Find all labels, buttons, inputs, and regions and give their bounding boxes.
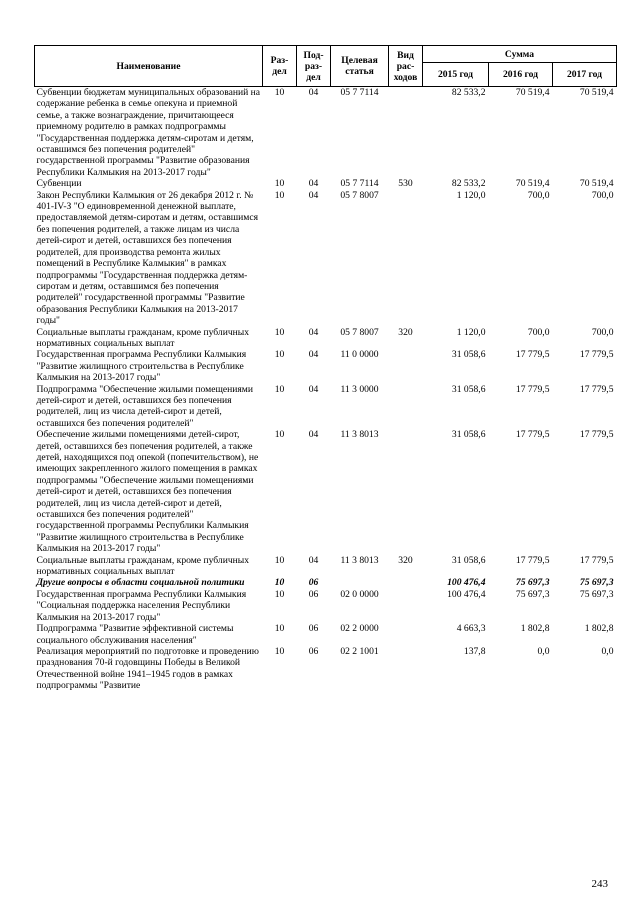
row-vid-rashodov (389, 429, 423, 554)
row-sum-2015: 1 120,0 (456, 189, 486, 201)
row-vid-rashodov (389, 87, 423, 179)
row-name: Субвенции бюджетам муниципальных образований на содержание ребенка в семье опекуна и приемной семье, а также вознаграждение, причитающееся приемному родителю в рамках подпрограммы "Государственная поддержка детям-сиротам и детям, оставшимся без попечения родителей" государственной программы "Развитие образования Республики Калмыкия на 2013-2017 годы" (36, 87, 261, 178)
row-name: Государственная программа Республики Калмыкия "Социальная поддержка населения Республики Калмыкия на 2013-2017 годы" (36, 588, 247, 623)
row-sum-2015: 4 663,3 (456, 623, 486, 635)
header-celevaya-statya: Целевая статья (331, 46, 389, 87)
row-sum-2015: 31 058,6 (451, 383, 486, 395)
row-celevaya-statya: 05 7 8007 (340, 189, 379, 201)
row-celevaya-statya: 11 0 0000 (340, 349, 379, 361)
table-row (35, 87, 617, 179)
row-podrazdel: 06 (308, 588, 319, 600)
row-sum-2017: 75 697,3 (579, 577, 614, 589)
row-vid-rashodov (389, 190, 423, 327)
row-celevaya-statya: 05 7 8007 (340, 326, 379, 338)
row-razdel: 10 (274, 645, 285, 657)
row-podrazdel: 04 (308, 429, 319, 441)
row-sum-2015: 31 058,6 (451, 554, 486, 566)
row-name: Подпрограмма "Обеспечение жилыми помещениями детей-сирот и детей, оставшихся без попечения родителей, лиц из числа детей-сирот и детей, оставшихся без попечения родителей" (36, 383, 254, 429)
row-podrazdel: 04 (308, 178, 319, 190)
row-name: Другие вопросы в области социальной политики (36, 577, 245, 589)
table-row (35, 384, 617, 430)
row-podrazdel: 06 (308, 645, 319, 657)
row-razdel: 10 (274, 326, 285, 338)
row-celevaya-statya: 02 0 0000 (340, 588, 379, 600)
row-sum-2016: 75 697,3 (515, 577, 550, 589)
header-vid-rashodov: Вид рас-ходов (389, 46, 423, 87)
row-podrazdel: 06 (308, 577, 319, 589)
row-sum-2015: 137,8 (463, 645, 486, 657)
row-razdel: 10 (274, 623, 285, 635)
row-sum-2015: 31 058,6 (451, 429, 486, 441)
budget-table (34, 45, 617, 692)
table-row (35, 577, 617, 588)
row-sum-2016: 70 519,4 (515, 87, 550, 98)
row-razdel: 10 (274, 588, 285, 600)
row-sum-2017: 0,0 (601, 645, 614, 657)
row-sum-2016: 17 779,5 (515, 429, 550, 441)
table-row (35, 349, 617, 383)
row-name: Подпрограмма "Развитие эффективной системы социального обслуживания населения" (36, 623, 234, 646)
row-vid-rashodov: 320 (398, 554, 413, 566)
table-row (35, 429, 617, 554)
row-celevaya-statya: 11 3 0000 (340, 383, 379, 395)
row-sum-2017: 70 519,4 (579, 178, 614, 190)
row-name: Реализация мероприятий по подготовке и проведению празднования 70-й годовщины Победы в Великой Отечественной войне 1941–1945 годов в рамках подпрограммы "Развитие (36, 645, 259, 692)
row-sum-2017: 700,0 (591, 189, 614, 201)
row-sum-2017: 700,0 (591, 326, 614, 338)
row-sum-2017: 17 779,5 (579, 429, 614, 441)
row-sum-2015: 100 476,4 (447, 588, 486, 600)
row-sum-2015: 100 476,4 (447, 577, 486, 589)
row-podrazdel: 04 (308, 87, 319, 98)
row-celevaya-statya: 11 3 8013 (340, 554, 379, 566)
row-razdel: 10 (274, 383, 285, 395)
row-celevaya-statya (331, 577, 389, 588)
row-name: Социальные выплаты гражданам, кроме публичных нормативных социальных выплат (36, 326, 250, 349)
row-sum-2015: 1 120,0 (456, 326, 486, 338)
row-sum-2017: 17 779,5 (579, 383, 614, 395)
row-name: Государственная программа Республики Калмыкия "Развитие жилищного строительства в Республике Калмыкия на 2013-2017 годы" (36, 349, 247, 384)
table-row (35, 646, 617, 692)
table-row (35, 589, 617, 623)
row-sum-2015: 82 533,2 (451, 178, 486, 190)
table-row (35, 190, 617, 327)
table-row (35, 178, 617, 189)
row-podrazdel: 06 (308, 623, 319, 635)
row-razdel: 10 (274, 178, 285, 190)
row-podrazdel: 04 (308, 554, 319, 566)
row-vid-rashodov (389, 577, 423, 588)
header-2017: 2017 год (553, 63, 617, 87)
row-sum-2016: 0,0 (537, 645, 550, 657)
row-name: Субвенции (36, 178, 82, 190)
header-2016: 2016 год (489, 63, 553, 87)
row-sum-2016: 700,0 (527, 326, 550, 338)
row-sum-2016: 700,0 (527, 189, 550, 201)
row-celevaya-statya: 11 3 8013 (340, 429, 379, 441)
row-podrazdel: 04 (308, 326, 319, 338)
row-vid-rashodov (389, 646, 423, 692)
row-sum-2017: 17 779,5 (579, 349, 614, 361)
row-razdel: 10 (274, 577, 285, 589)
table-body (35, 87, 617, 692)
row-vid-rashodov (389, 623, 423, 646)
table-row (35, 327, 617, 350)
row-sum-2016: 17 779,5 (515, 554, 550, 566)
row-razdel: 10 (274, 429, 285, 441)
header-summa: Сумма (423, 46, 617, 63)
row-name: Социальные выплаты гражданам, кроме публичных нормативных социальных выплат (36, 554, 250, 578)
row-vid-rashodov: 530 (398, 178, 413, 190)
row-razdel: 10 (274, 189, 285, 201)
table-row (35, 555, 617, 578)
row-vid-rashodov: 320 (398, 326, 413, 338)
row-name: Обеспечение жилыми помещениями детей-сирот, детей, оставшихся без попечения родителей, а также детей, находящихся под опекой (попечительством), не имеющих закрепленного жилого помещения в рамках подпрограммы "Обеспечение жилыми помещениями детей-сирот и детей, оставшихся без попечения родителей, лиц из числа детей-сирот и детей, оставшихся без попечения родителей" государственной программы Республики Калмыкия "Развитие жилищного строительства в Республике Калмыкия на 2013-2017 годы" (36, 429, 259, 555)
row-celevaya-statya: 05 7 7114 (340, 87, 379, 98)
row-celevaya-statya: 02 2 1001 (340, 645, 379, 657)
row-sum-2017: 75 697,3 (579, 588, 614, 600)
row-razdel: 10 (274, 349, 285, 361)
row-sum-2016: 70 519,4 (515, 178, 550, 190)
row-podrazdel: 04 (308, 349, 319, 361)
row-sum-2016: 1 802,8 (520, 623, 550, 635)
row-podrazdel: 04 (308, 189, 319, 201)
row-razdel: 10 (274, 87, 285, 98)
header-name: Наименование (35, 46, 263, 87)
row-vid-rashodov (389, 384, 423, 430)
row-sum-2016: 75 697,3 (515, 588, 550, 600)
row-sum-2017: 70 519,4 (579, 87, 614, 98)
row-celevaya-statya: 05 7 7114 (340, 178, 379, 190)
table-header (35, 46, 617, 87)
row-celevaya-statya: 02 2 0000 (340, 623, 379, 635)
row-sum-2015: 31 058,6 (451, 349, 486, 361)
header-2015: 2015 год (423, 63, 489, 87)
row-sum-2015: 82 533,2 (451, 87, 486, 98)
header-podrazdel: Под-раз-дел (297, 46, 331, 87)
budget-table-container (34, 45, 616, 692)
row-sum-2017: 1 802,8 (584, 623, 614, 635)
row-vid-rashodov (389, 349, 423, 383)
header-razdel: Раз-дел (263, 46, 297, 87)
row-sum-2016: 17 779,5 (515, 383, 550, 395)
row-name: Закон Республики Калмыкия от 26 декабря 2012 г. № 401-IV-З "О единовременной денежной выплате, предоставляемой детям-сиротам и детям, оставшимся без попечения родителей, а также лицам из числа детей-сирот и детей, оставшихся без попечения родителей, для производства ремонта жилых помещений в Республике Калмыкия" в рамках подпрограммы "Государственная поддержка детям-сиротам и детям, оставшимся без попечения родителей" государственной программы "Развитие образования Республики Калмыкия на 2013-2017 годы" (36, 189, 259, 327)
table-row (35, 623, 617, 646)
page-number: 243 (591, 878, 608, 890)
row-podrazdel: 04 (308, 383, 319, 395)
row-razdel: 10 (274, 554, 285, 566)
row-sum-2016: 17 779,5 (515, 349, 550, 361)
row-vid-rashodov (389, 589, 423, 623)
row-sum-2017: 17 779,5 (579, 554, 614, 566)
